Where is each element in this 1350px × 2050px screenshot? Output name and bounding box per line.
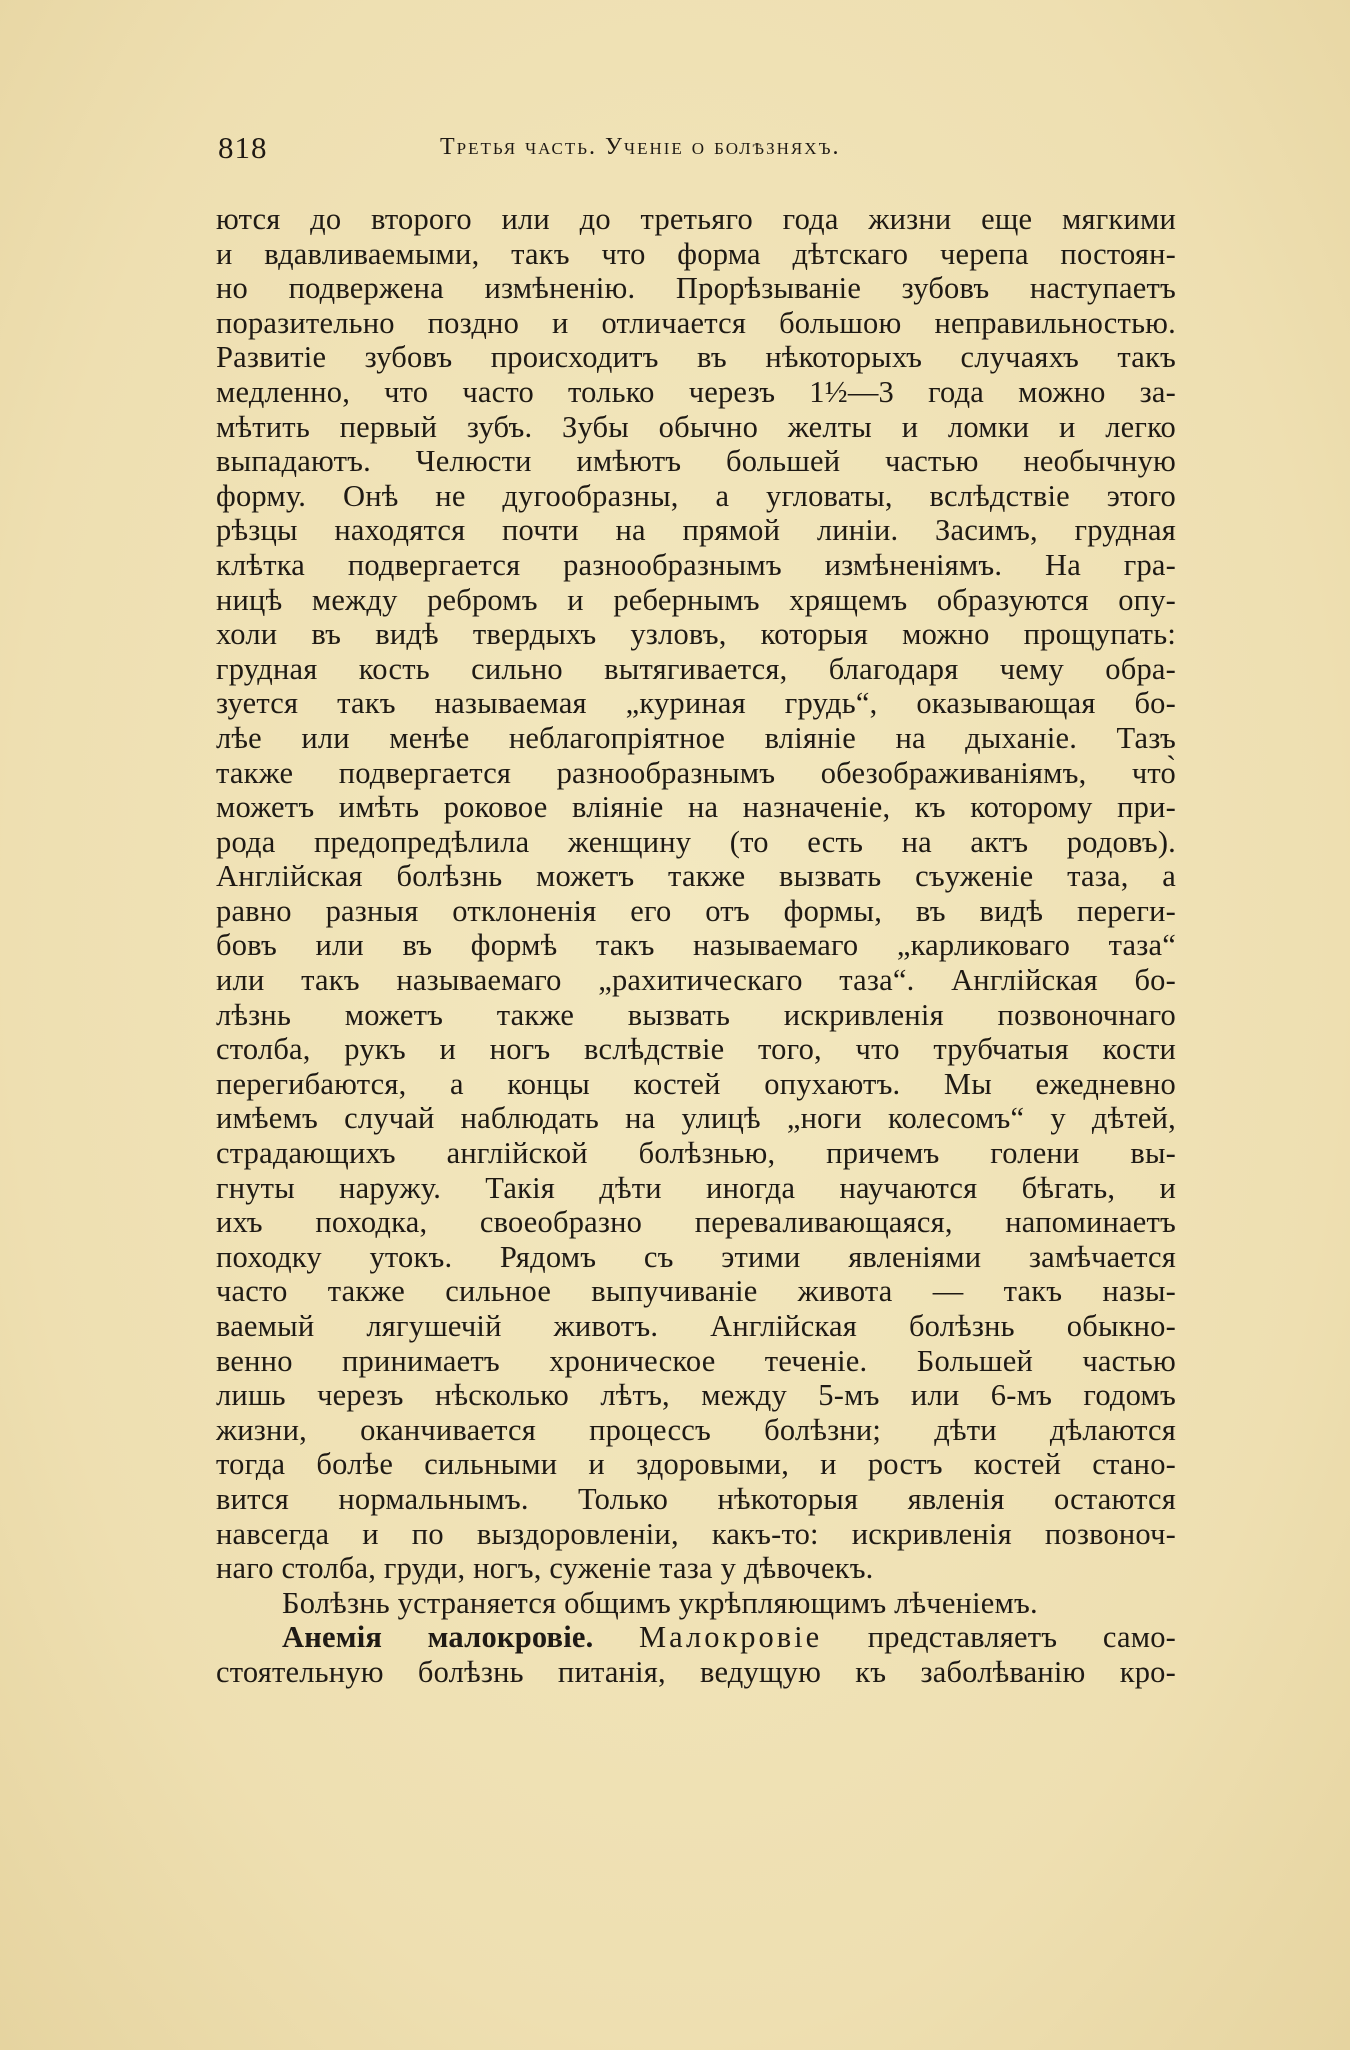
text-line: столба, рукъ и ногъ вслѣдствіе того, что трубчатыя кости xyxy=(216,1032,1176,1067)
anemia-term: Малокровіе xyxy=(639,1620,823,1655)
text-line: ихъ походка, своеобразно переваливающаяся, напоминаетъ xyxy=(216,1205,1176,1240)
text-line: грудная кость сильно вытягивается, благодаря чему обра- xyxy=(216,651,1176,686)
text-line: походку утокъ. Рядомъ съ этими явленіями замѣчается xyxy=(216,1239,1176,1274)
text-line: или такъ называемаго „рахитическаго таза“. Англійская бо- xyxy=(216,963,1176,998)
text-line: наго столба, груди, ногъ, суженіе таза у дѣвочекъ. xyxy=(216,1551,874,1586)
anemia-heading: Анемія малокровіе. xyxy=(282,1620,594,1655)
text-line: ваемый лягушечій животъ. Англійская болѣзнь обыкно- xyxy=(216,1309,1176,1343)
text-line: рѣзцы находятся почти на прямой линіи. Засимъ, грудная xyxy=(216,513,1176,548)
paragraph-anemia-second-line: стоятельную болѣзнь питанія, ведущую къ заболѣванію кро- xyxy=(216,1654,1176,1689)
text-line: лѣе или менѣе неблагопріятное вліяніе на дыханіе. Тазъ xyxy=(216,720,1176,755)
text-line: часто также сильное выпучиваніе живота — такъ назы- xyxy=(216,1274,1176,1309)
page-number: 818 xyxy=(218,130,268,165)
text-line: мѣтить первый зубъ. Зубы обычно желты и ломки и легко xyxy=(216,409,1176,444)
anemia-line1-rest: представляетъ само- xyxy=(867,1620,1177,1655)
text-line: Англійская болѣзнь можетъ также вызвать съуженіе таза, а xyxy=(216,859,1176,894)
text-line: можетъ имѣть роковое вліяніе на назначеніе, къ которому при- xyxy=(216,790,1176,825)
text-line: имѣемъ случай наблюдать на улицѣ „ноги колесомъ“ у дѣтей, xyxy=(216,1101,1176,1136)
text-line: венно принимаетъ хроническое теченіе. Большей частью xyxy=(216,1343,1176,1378)
text-line: вится нормальнымъ. Только нѣкоторыя явленія остаются xyxy=(216,1481,1176,1516)
paragraph-treatment: Болѣзнь устраняется общимъ укрѣпляющимъ лѣченіемъ. xyxy=(282,1585,1038,1620)
text-line: лѣзнь можетъ также вызвать искривленія позвоночнаго xyxy=(216,997,1176,1032)
text-line: поразительно поздно и отличается большою неправильностью. xyxy=(216,305,1176,340)
text-line: перегибаются, а концы костей опухаютъ. Мы ежедневно xyxy=(216,1066,1176,1101)
text-line: бовъ или въ формѣ такъ называемаго „карликоваго таза“ xyxy=(216,928,1176,963)
text-line: жизни, оканчивается процессъ болѣзни; дѣти дѣлаются xyxy=(216,1412,1176,1447)
text-line: страдающихъ англійской болѣзнью, причемъ голени вы- xyxy=(216,1136,1176,1171)
paragraph-rickets xyxy=(216,202,1176,1586)
text-line: гнуты наружу. Такія дѣти иногда научаются бѣгать, и xyxy=(216,1170,1176,1205)
text-line: но подвержена измѣненію. Прорѣзываніе зубовъ наступаетъ xyxy=(216,271,1176,306)
text-line: тогда болѣе сильными и здоровыми, и ростъ костей стано- xyxy=(216,1447,1176,1482)
running-title: Третья часть. Ученіе о болѣзняхъ. xyxy=(440,134,841,160)
text-line: зуется такъ называемая „куриная грудь“, оказывающая бо- xyxy=(216,686,1176,721)
text-line: равно разныя отклоненія его отъ формы, въ видѣ переги- xyxy=(216,893,1176,928)
text-line: медленно, что часто только черезъ 1½—3 года можно за- xyxy=(216,374,1176,409)
text-line: форму. Онѣ не дугообразны, а угловаты, вслѣдствіе этого xyxy=(216,478,1176,513)
text-line: также подвергается разнообразнымъ обезображиваніямъ, что̀ xyxy=(216,755,1176,790)
text-line: навсегда и по выздоровленіи, какъ-то: искривленія позвоноч- xyxy=(216,1516,1176,1551)
text-line: Развитіе зубовъ происходитъ въ нѣкоторыхъ случаяхъ такъ xyxy=(216,340,1176,375)
text-line: клѣтка подвергается разнообразнымъ измѣненіямъ. На гра- xyxy=(216,547,1176,582)
text-line: рода предопредѣлила женщину (то есть на актъ родовъ). xyxy=(216,824,1176,859)
text-line: ются до второго или до третьяго года жизни еще мягкими xyxy=(216,202,1176,236)
text-line: ницѣ между ребромъ и ребернымъ хрящемъ образуются опу- xyxy=(216,582,1176,617)
body-text xyxy=(216,202,1176,1690)
page-header xyxy=(218,130,1178,174)
paragraph-anemia-first-line xyxy=(216,1620,1176,1655)
text-line: холи въ видѣ твердыхъ узловъ, которыя можно прощупать: xyxy=(216,617,1176,652)
text-line: выпадаютъ. Челюсти имѣютъ большей частью необычную xyxy=(216,444,1176,479)
text-line: лишь черезъ нѣсколько лѣтъ, между 5-мъ или 6-мъ годомъ xyxy=(216,1378,1176,1413)
text-line: и вдавливаемыми, такъ что форма дѣтскаго черепа постоян- xyxy=(216,236,1176,271)
